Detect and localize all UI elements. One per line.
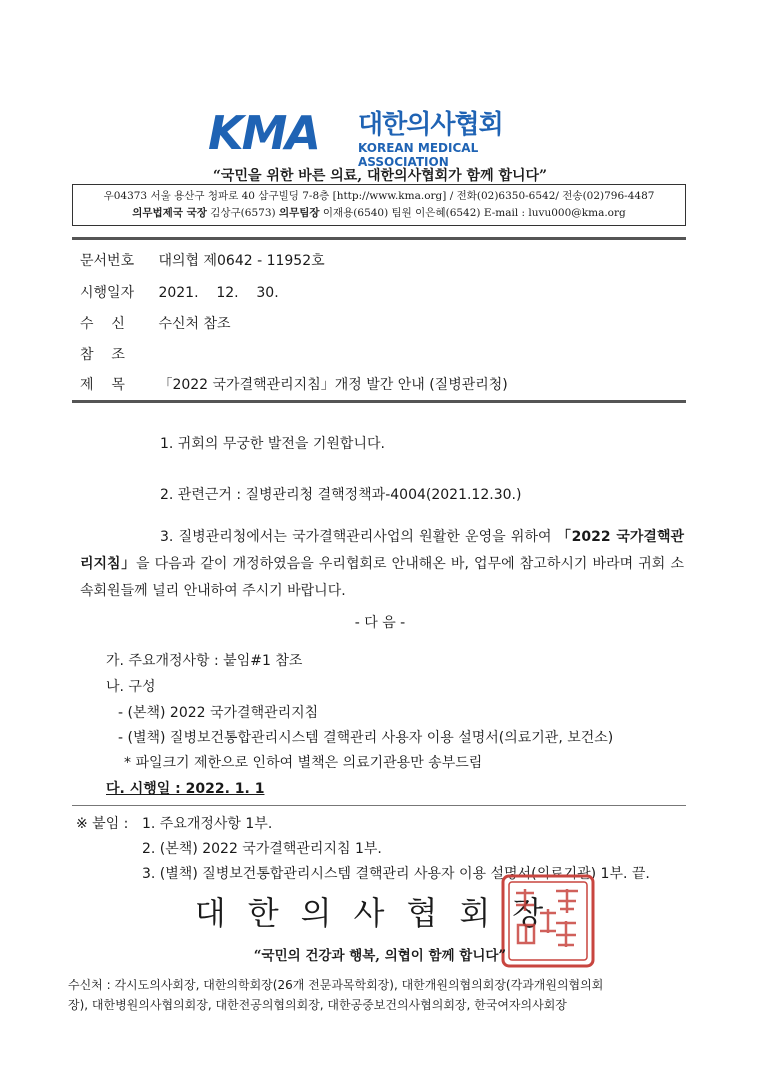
recipient-row (80, 313, 231, 333)
dept-value: 김상구(6573) (210, 207, 276, 219)
reference-label: 참 조 (80, 347, 125, 363)
dept-label: 의무법제국 국장 (132, 207, 207, 219)
team-label: 의무팀장 (278, 207, 320, 219)
doc-number-row (80, 250, 325, 270)
body-divider (72, 805, 686, 806)
attachment-1: 1. 주요개정사항 1부. (142, 816, 273, 832)
recipient-label: 수 신 (80, 316, 125, 332)
attachment-3: 3. (별책) 질병보건통합관리시스템 결핵관리 사용자 이용 설명서(의료기관) 1부. 끝. (142, 866, 650, 882)
header-slogan: “국민을 위한 바른 의료, 대한의사협회가 함께 합니다” (212, 168, 548, 184)
doc-number-label: 문서번호 (80, 253, 135, 269)
recipients-line-2: 장), 대한병원의사협의회장, 대한전공의협의회장, 대한공중보건의사협의회장, 한국여자의사회장 (68, 998, 567, 1012)
recipients-list (68, 975, 693, 1015)
paragraph-3-start: 3. 질병관리청에서는 국가결핵관리사업의 원활한 운영을 위하여 (160, 529, 557, 545)
attachment-2: 2. (본책) 2022 국가결핵관리지침 1부. (142, 841, 382, 857)
paragraph-1: 1. 귀회의 무궁한 발전을 기원합니다. (160, 436, 385, 452)
reference-row (80, 344, 154, 364)
subject-row (80, 374, 508, 394)
doc-number-value: 대의협 제0642 - 11952호 (158, 253, 325, 269)
item-na-1: - (본책) 2022 국가결핵관리지침 (118, 705, 319, 721)
logo-english: KOREAN MEDICAL ASSOCIATION (358, 141, 479, 169)
paragraph-3-end: 을 다음과 같이 개정하였음을 우리협회로 안내해온 바, 업무에 참고하시기 바라며 귀회 소속회원들께 널리 안내하여 주시기 바랍니다. (80, 556, 684, 599)
item-ga: 가. 주요개정사항 : 붙임#1 참조 (106, 653, 303, 669)
date-label: 시행일자 (80, 285, 135, 301)
item-na-2: - (별책) 질병보건통합관리시스템 결핵관리 사용자 이용 설명서(의료기관, 보건소) (118, 730, 614, 746)
date-value: 2021. 12. 30. (158, 285, 279, 301)
team-value: 이재용(6540) 팀원 이은혜(6542) E-mail : luvu000@kma.org (322, 207, 626, 219)
contact-info-box (72, 184, 686, 226)
contact-line-2 (73, 205, 685, 222)
paragraph-2: 2. 관련근거 : 질병관리청 결핵정책과-4004(2021.12.30.) (160, 487, 522, 503)
contact-line-1: 우04373 서울 용산구 청파로 40 삼구빌딩 7-8층 [http://www.kma.org] / 전화(02)6350-6542/ 전송(02)796-4487 (103, 190, 655, 202)
item-na: 나. 구성 (106, 679, 156, 695)
date-row (80, 282, 279, 302)
footer-slogan: “국민의 건강과 행복, 의협이 함께 합니다” (253, 948, 507, 964)
kma-logo (208, 106, 548, 169)
paragraph-3-bold: 「2022 국가결핵관리지침」 (80, 529, 684, 572)
logo-mark: KMA (208, 106, 320, 160)
meta-divider (72, 400, 686, 403)
item-na-note: * 파일크기 제한으로 인하여 별책은 의료기관용만 송부드림 (124, 755, 483, 771)
da-eum-heading: - 다 음 - (354, 615, 406, 631)
subject-label: 제 목 (80, 377, 125, 393)
paragraph-3 (80, 524, 684, 605)
recipient-value: 수신처 참조 (158, 316, 231, 332)
subject-value: 「2022 국가결핵관리지침」개정 발간 안내 (질병관리청) (158, 377, 508, 393)
attachment-label: ※ 붙임 : (76, 816, 129, 832)
header-divider (72, 237, 686, 240)
item-da: 다. 시행일 : 2022. 1. 1 (106, 781, 265, 797)
logo-korean: 대한의사협회 (358, 110, 503, 140)
recipients-line-1: 수신처 : 각시도의사회장, 대한의학회장(26개 전문과목학회장), 대한개원의협의회장(각과개원의협의회 (68, 978, 604, 992)
signature-title: 대한의사협회장 (194, 894, 566, 932)
